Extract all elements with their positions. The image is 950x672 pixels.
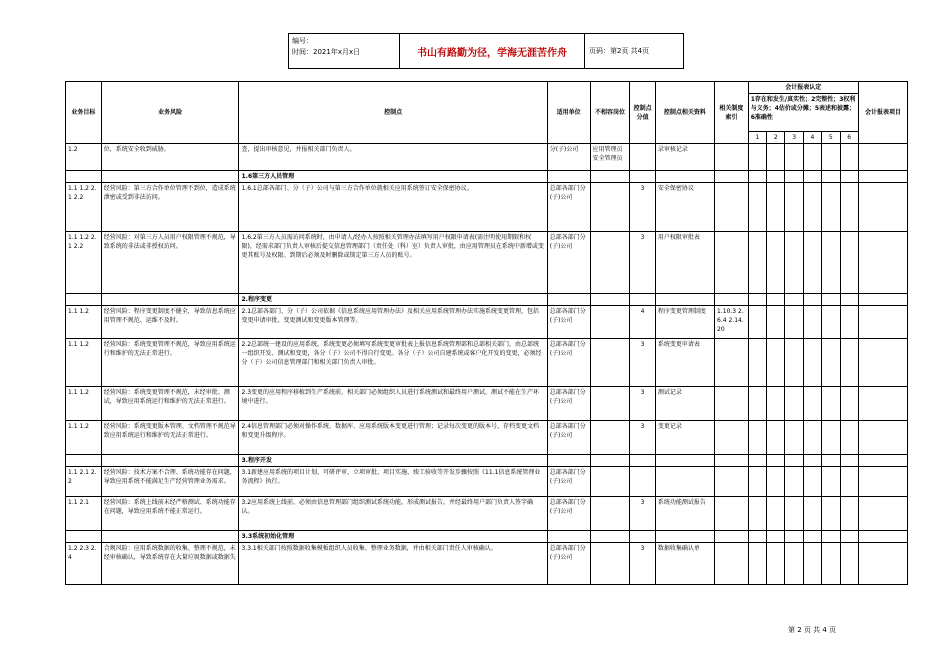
section-row [66,171,908,183]
cell-incompat [590,232,630,294]
col-goal: 业务目标 [66,82,102,144]
cell-docs: 安全保密协议 [655,183,714,232]
accounting-desc: 1存在和发生/真实性；2完整性；3权利与义务；4估价或分摊；5表述和披露；6准确性 [748,94,858,132]
cell-unit: 总部各部门分(子)公司 [547,497,590,531]
assert-5: 5 [822,132,840,144]
cell-unit: 总部各部门分(子)公司 [547,183,590,232]
cell-risk: 经营风险：第三方合作单位管理不到位，造成系统泄密或受到非法访问。 [101,183,239,232]
section-row [66,455,908,467]
cell-unit: 总部各部门分(子)公司 [547,467,590,497]
time-label: 时间：2021年x月x日 [292,48,361,56]
col-docs: 控制点相关资料 [655,82,714,144]
cell-index [715,497,749,531]
cell-index [715,232,749,294]
cell-goal: 1.2 [66,144,102,171]
cell-docs: 用户权限审批表 [655,232,714,294]
cell-score: 3 [630,339,656,387]
cell-index [715,467,749,497]
assert-3: 3 [785,132,803,144]
cell-control: 2.4信息管理部门必须对操作系统、数据库、应用系统版本变更进行管理；记录每次变更的版本号，存档变更文档和变更升级程序。 [239,421,547,455]
section-title: 2.程序变更 [239,294,547,306]
motto: 书山有路勤为径，学海无涯苦作舟 [400,34,585,68]
table-row [66,543,908,585]
cell-control: 查，提出审核意见，并报相关部门负责人。 [239,144,547,171]
cell-control: 3.2应用系统上线前，必须由信息管理部门组织测试系统功能，形成测试报告，并经最终用户部门负责人签字确认。 [239,497,547,531]
table-body [66,144,908,585]
table-row [66,306,908,339]
cell-incompat [590,421,630,455]
cell-score: 3 [630,543,656,585]
table-row [66,467,908,497]
cell-risk: 经营风险：系统变更管理不规范，导致应用系统运行和维护的无法正常进行。 [101,339,239,387]
cell-score: 3 [630,387,656,421]
cell-incompat [590,183,630,232]
cell-control: 3.1新建应用系统的项目计划、可研评审、立项审批、项目实施、竣工验收等开发步骤按照《11.1信息系统管理业务流程》执行。 [239,467,547,497]
cell-index [715,543,749,585]
table-row [66,421,908,455]
section-title: 1.6第三方人员管理 [239,171,547,183]
cell-incompat [590,497,630,531]
cell-docs: 录审核记录 [655,144,714,171]
table-row [66,183,908,232]
cell-index [715,387,749,421]
assert-1: 1 [748,132,766,144]
page-header [288,33,684,69]
col-items: 会计报表项目 [858,82,907,144]
cell-control: 2.3变更的应用程序移植到生产系统前，相关部门必须组织人员进行系统测试和最终用户测试，测试不能在生产环境中进行。 [239,387,547,421]
cell-goal: 1.1 1.2 [66,339,102,387]
page-label: 页码：第2页 共4页 [589,47,650,55]
col-accounting: 会计报表认定 [748,82,858,94]
cell-risk: 经营风险：系统上线前未经严格测试、系统功能存在问题，导致应用系统不能正常运行。 [101,497,239,531]
section-title: 3.程序开发 [239,455,547,467]
section-row [66,531,908,543]
cell-index [715,339,749,387]
cell-control: 2.2总部统一建设的应用系统，系统变更必须填写系统变更审批表上报信息系统管理部和总部相关部门，由总部统一组织开发、测试和变更，各分（子）公司不得自行变更。各分（子）公司自建系统或客户化开发的变更，必须经分（子）公司信息管理部门和相关部门负责人审批。 [239,339,547,387]
cell-risk: 合规风险：应用系统数据的收集、整理不规范，未经审核确认，导致系统存在大量垃圾数据或数据失 [101,543,239,585]
cell-goal: 1.1 2.1 2.2 [66,467,102,497]
cell-control: 1.6.2第三方人员需访问系统时，由申请人/经办人按照相关管理办法填写用户权限申请表(需注明使用期限和权限)，经需求部门负责人审核后提交信息管理部门（责任处（科）室）负责人审批，由应用管理员在系统中新增或变更其账号及权限。到期后必须及时删除或锁定第三方人员的账号。 [239,232,547,294]
section-title: 3.3系统初始化管理 [239,531,547,543]
cell-unit: 分(子)公司 [547,144,590,171]
cell-score: 3 [630,183,656,232]
cell-score: 4 [630,306,656,339]
cell-incompat [590,467,630,497]
cell-index [715,421,749,455]
col-score: 控制点分值 [630,82,656,144]
cell-score: 3 [630,232,656,294]
control-matrix-table [65,81,908,585]
table-row [66,232,908,294]
col-incompat: 不相容岗位 [590,82,630,144]
cell-goal: 1.1 2.1 [66,497,102,531]
table-row [66,144,908,171]
cell-unit: 总部各部门分(子)公司 [547,421,590,455]
cell-score [630,467,656,497]
cell-goal: 1.1 1.2 [66,421,102,455]
col-index: 相关制度索引 [715,82,749,144]
cell-docs: 程序变更管理制度 [655,306,714,339]
cell-control: 2.1总部各部门、分（子）公司依据《信息系统应用管理办法》及相关应用系统管理办法实施系统变更管理，包括变更申请审批、变更测试和变更版本管理等。 [239,306,547,339]
table-row [66,497,908,531]
assert-2: 2 [767,132,785,144]
cell-control: 3.3.1相关部门按照数据收集模板组织人员收集、整理业务数据，并由相关部门责任人审核确认。 [239,543,547,585]
table-row [66,387,908,421]
assert-4: 4 [803,132,821,144]
cell-incompat [590,339,630,387]
cell-incompat [590,543,630,585]
cell-risk: 经营风险：程序变更制度不健全，导致信息系统应用管理不规范、运维不及时。 [101,306,239,339]
cell-control: 1.6.1总部各部门、分（子）公司与第三方合作单位就相关应用系统签订安全保密协议。 [239,183,547,232]
cell-score: 3 [630,497,656,531]
cell-risk: 经营风险：技术方案不合理、系统功能存在问题，导致应用系统不能满足生产经营管理业务需求。 [101,467,239,497]
col-control: 控制点 [239,82,547,144]
cell-docs: 数据收集确认单 [655,543,714,585]
cell-unit: 总部各部门分(子)公司 [547,387,590,421]
page-footer: 第 2 页 共 4 页 [788,626,837,634]
cell-unit: 总部各部门分(子)公司 [547,543,590,585]
cell-unit: 总部各部门分(子)公司 [547,339,590,387]
header-meta [289,34,400,68]
cell-goal: 1.1 1.2 [66,306,102,339]
cell-score: 3 [630,421,656,455]
cell-docs: 测试记录 [655,387,714,421]
cell-unit: 总部各部门分(子)公司 [547,232,590,294]
cell-index [715,183,749,232]
cell-incompat [590,387,630,421]
cell-score [630,144,656,171]
col-risk: 业务风险 [101,82,239,144]
cell-docs: 系统变更申请表 [655,339,714,387]
cell-docs: 变更记录 [655,421,714,455]
cell-goal: 1.1 1.2 2.1 2.2 [66,183,102,232]
cell-risk: 经营风险：对第三方人员用户权限管理不规范，导致系统的非法或非授权访问。 [101,232,239,294]
cell-goal: 1.1 1.2 2.1 2.2 [66,232,102,294]
cell-index [715,144,749,171]
section-row [66,294,908,306]
cell-incompat [590,306,630,339]
cell-incompat: 应用管理员 安全管理员 [590,144,630,171]
cell-goal: 1.1 1.2 [66,387,102,421]
number-label: 编号： [292,37,313,45]
cell-risk: 位，系统安全收到威胁。 [101,144,239,171]
cell-index: 1.10.3 2.6.4 2.14.20 [715,306,749,339]
assert-6: 6 [840,132,858,144]
cell-goal: 1.2 2.3 2.4 [66,543,102,585]
cell-risk: 经营风险：系统变更管理不规范，未经审批、测试，导致应用系统运行和维护的无法正常进行。 [101,387,239,421]
cell-risk: 经营风险：系统变更版本管理、文档管理不规范导致应用系统运行和维护的无法正常进行。 [101,421,239,455]
cell-unit: 总部各部门分(子)公司 [547,306,590,339]
cell-docs [655,467,714,497]
cell-docs: 系统功能测试报告 [655,497,714,531]
table-row [66,339,908,387]
col-unit: 适用单位 [547,82,590,144]
